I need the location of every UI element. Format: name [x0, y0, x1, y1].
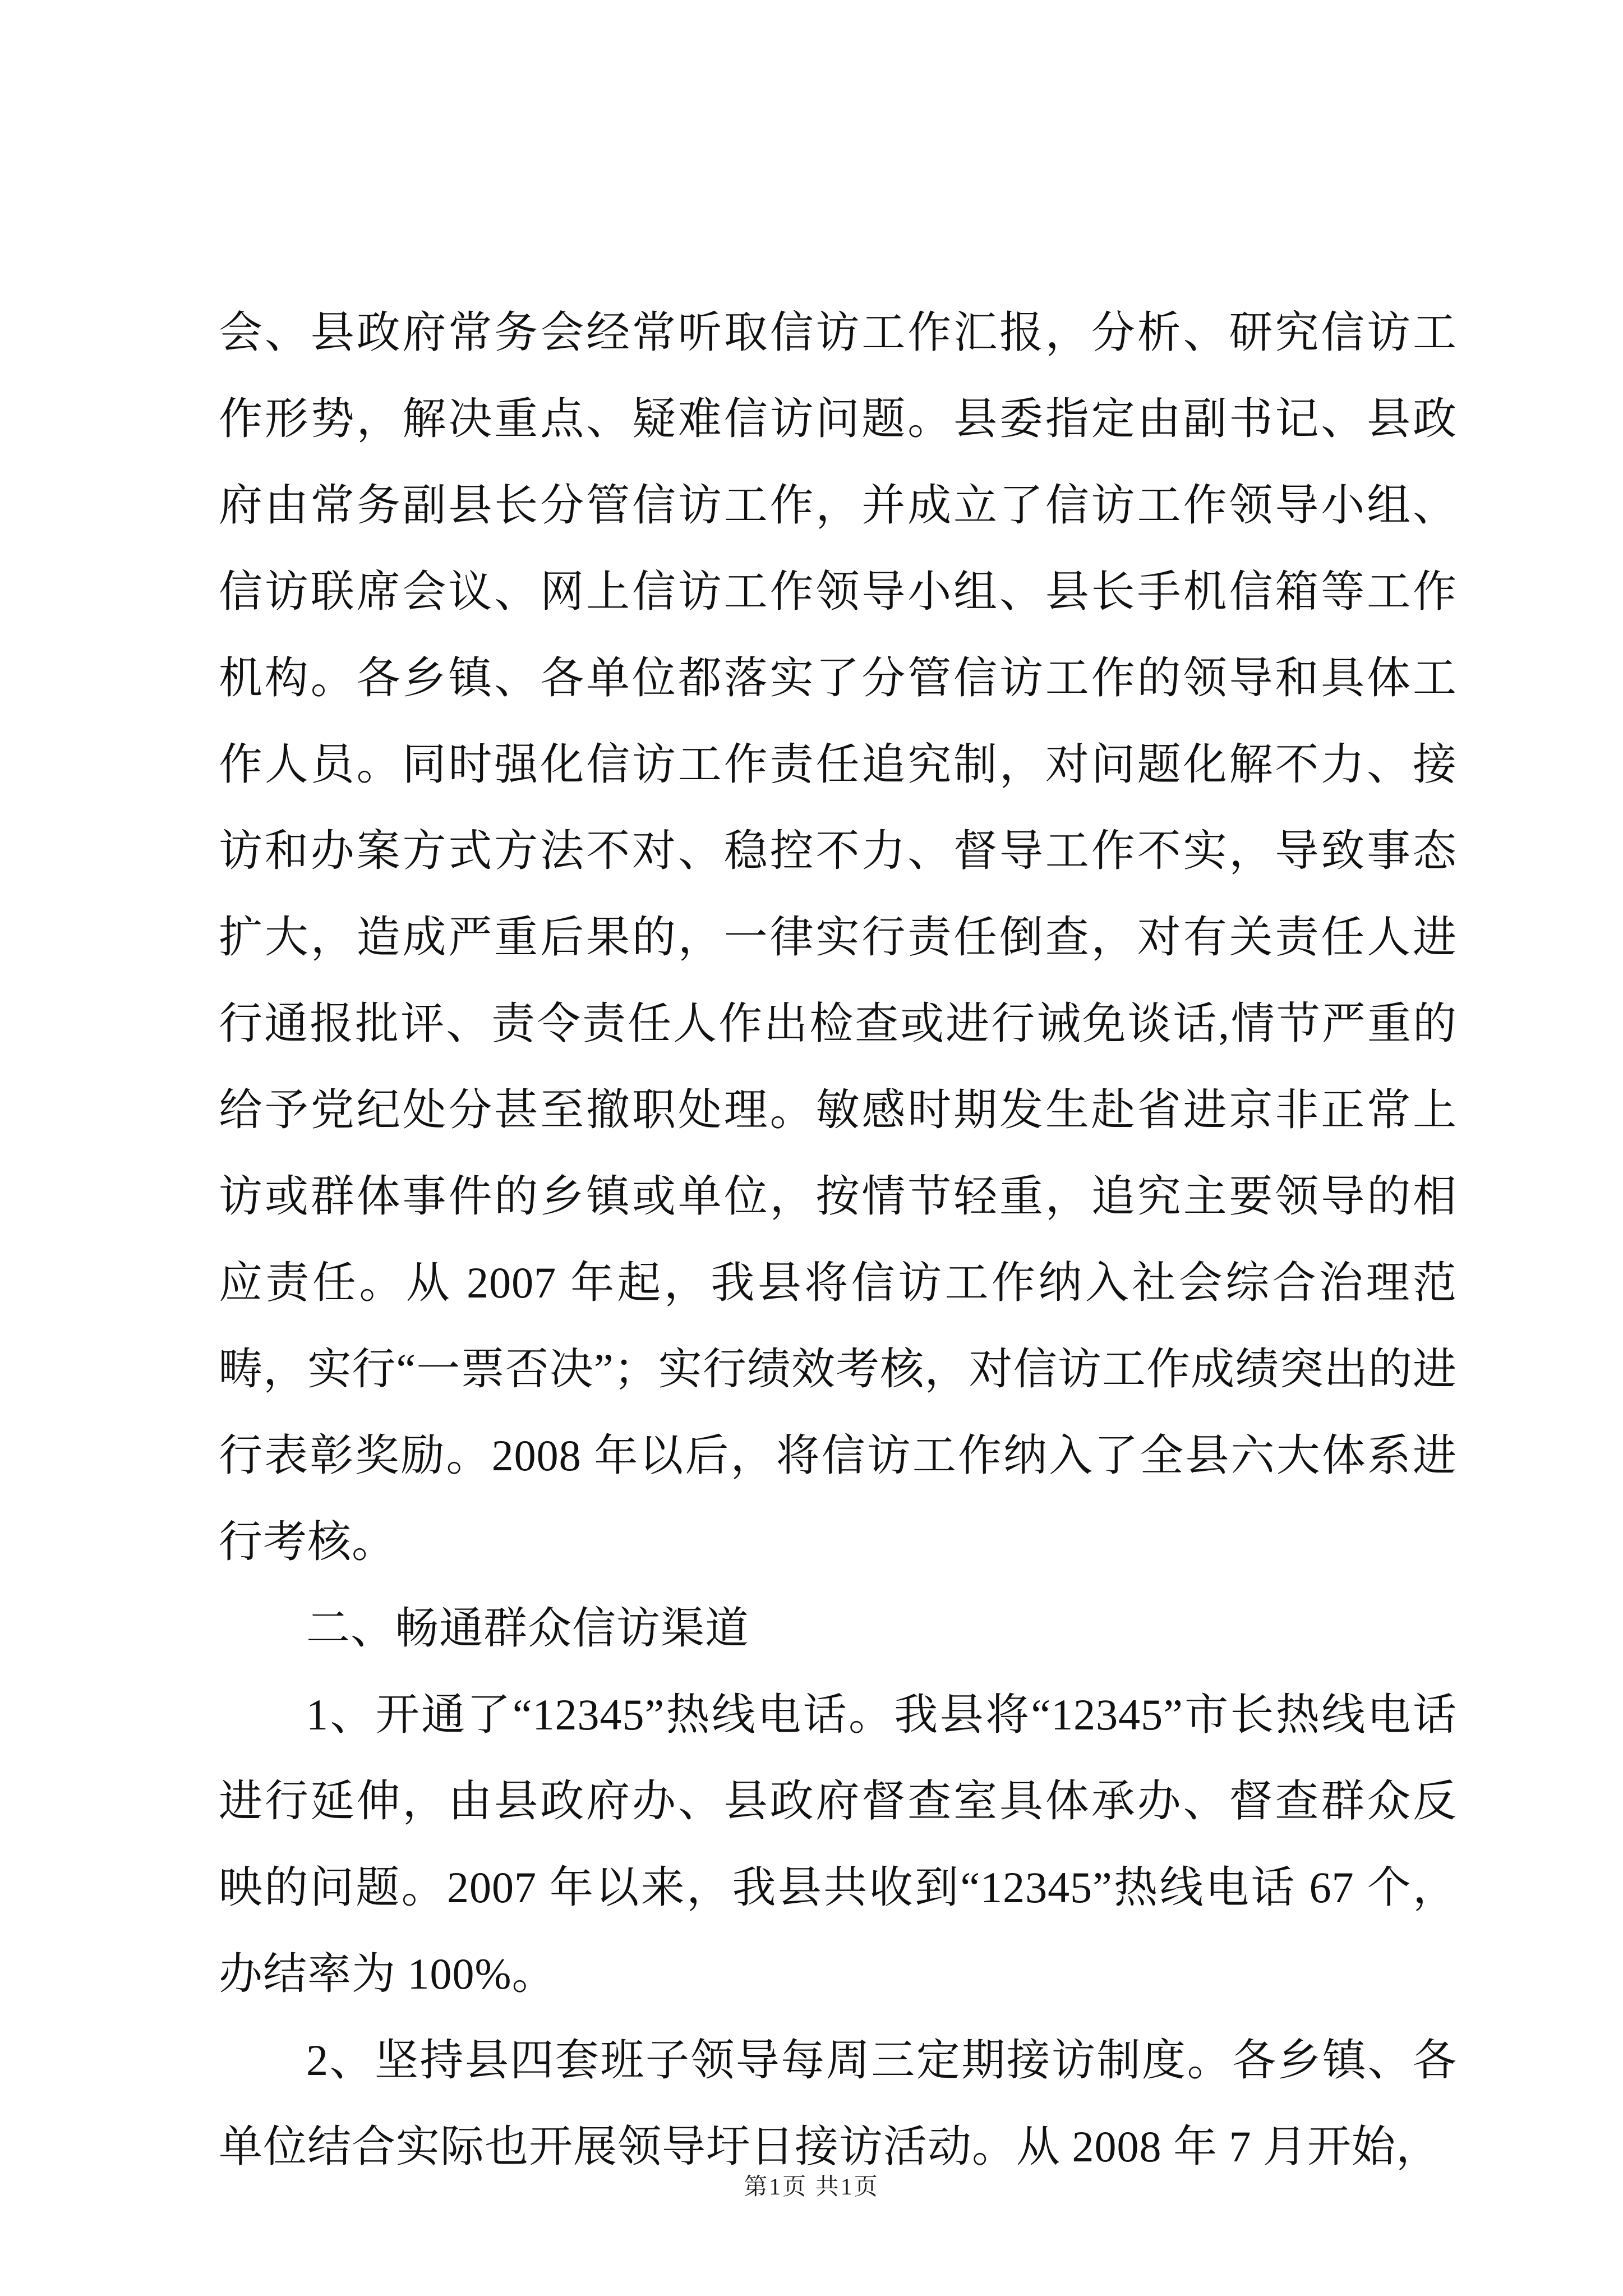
paragraph-continuation: 会、县政府常务会经常听取信访工作汇报，分析、研究信访工作形势，解决重点、疑难信访问题。县委指定由副书记、县政府由常务副县长分管信访工作，并成立了信访工作领导小组、信访联席会议、网上信访工作领导小组、县长手机信箱等工作机构。各乡镇、各单位都落实了分管信访工作的领导和具体工作人员。同时强化信访工作责任追究制，对问题化解不力、接访和办案方式方法不对、稳控不力、督导工作不实，导致事态扩大，造成严重后果的，一律实行责任倒查，对有关责任人进行通报批评、责令责任人作出检查或进行诫免谈话,情节严重的给予党纪处分甚至撤职处理。敏感时期发生赴省进京非正常上访或群体事件的乡镇或单位，按情节轻重，追究主要领导的相应责任。从 2007 年起，我县将信访工作纳入社会综合治理范畴，实行“一票否决”；实行绩效考核，对信访工作成绩突出的进行表彰奖励。2008 年以后，将信访工作纳入了全县六大体系进行考核。 [219, 308, 1457, 1566]
page-footer: 第1页 共1页 [744, 2174, 879, 2200]
paragraph-item-2: 2、坚持县四套班子领导每周三定期接访制度。各乡镇、各单位结合实际也开展领导圩日接访活动。从 2008 年 7 月开始， [219, 2036, 1457, 2171]
section-heading: 二、畅通群众信访渠道 [306, 1604, 750, 1653]
paragraph-item-1: 1、开通了“12345”热线电话。我县将“12345”市长热线电话进行延伸，由县政府办、县政府督查室具体承办、督查群众反映的问题。2007 年以来，我县共收到“12345”热线电话 67 个，办结率为 100%。 [219, 1690, 1457, 1998]
document-body [219, 289, 1457, 2190]
